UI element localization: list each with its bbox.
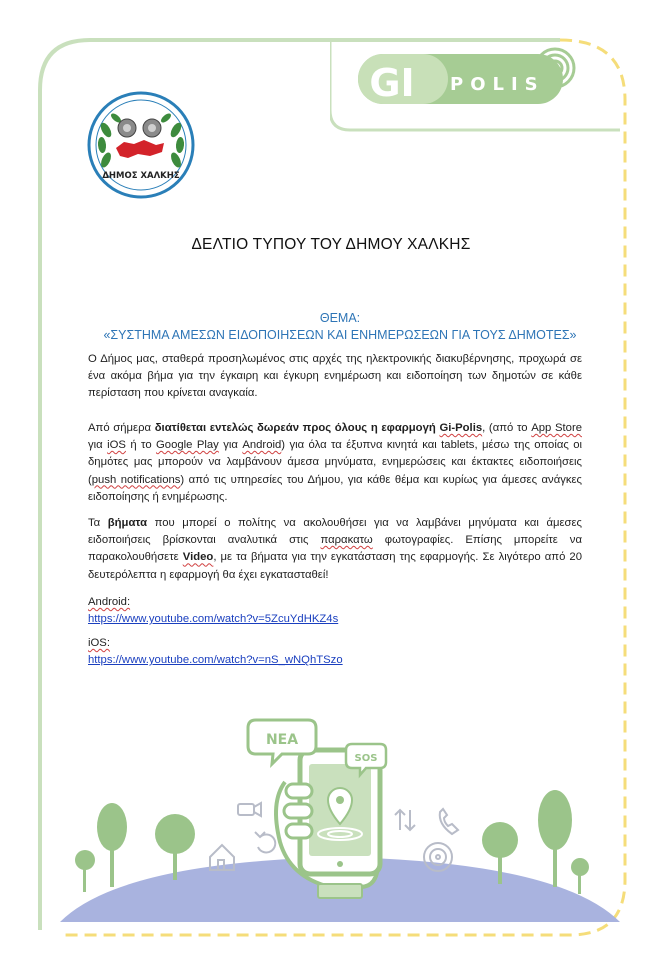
tree-icon xyxy=(482,790,589,894)
paragraph-intro: Ο Δήμος μας, σταθερά προσηλωμένος στις αρχές της ηλεκτρονικής διακυβέρνησης, προχωρά σε ένα ακόμα βήμα για την έγκαιρη και έγκυρη ενημέρωση και ειδοποίηση των δημοτών σε κάθε περίσταση που κρίνεται αναγκαία. xyxy=(88,353,582,400)
subject-block xyxy=(60,310,620,344)
subject-label: ΘΕΜΑ: xyxy=(319,311,361,325)
android-label: Android: xyxy=(88,596,131,608)
seal-text: ΔΗΜΟΣ ΧΑΛΚΗΣ xyxy=(102,171,180,181)
sos-bubble-text: SOS xyxy=(354,753,378,764)
refresh-icon xyxy=(255,832,275,852)
document-title: ΔΕΛΤΙΟ ΤΥΠΟΥ ΤΟΥ ΔΗΜΟΥ ΧΑΛΚΗΣ xyxy=(191,236,471,253)
phone-icon xyxy=(440,809,458,834)
svg-text:POLIS: POLIS xyxy=(450,74,545,95)
video-camera-icon xyxy=(238,803,261,816)
app-illustration xyxy=(60,712,620,922)
tree-icon xyxy=(75,803,195,892)
gi-polis-logo xyxy=(330,40,620,135)
paragraph-steps: Τα βήματα που μπορεί ο πολίτης να ακολουθήσει για να λαμβάνει μηνύματα και άμεσες ειδοποιήσεις βρίσκονται αναλυτικά στις παρακατω φωτογραφίες. Επίσης μπορείτε να παρακολουθήσετε Video, με τα βήματα για την εγκατάσταση της εφαρμογής. Σε λιγότερο από 20 δευτερόλεπτα η εφαρμογή θα έχει εγκατασταθεί! xyxy=(88,517,582,581)
link-block-android xyxy=(88,594,582,628)
ios-label: iOS: xyxy=(88,637,110,649)
subject-text: «ΣΥΣΤΗΜΑ ΑΜΕΣΩΝ ΕΙΔΟΠΟΙΗΣΕΩΝ ΚΑΙ ΕΝΗΜΕΡΩΣΕΩΝ ΓΙΑ ΤΟΥΣ ΔΗΜΟΤΕΣ» xyxy=(103,328,577,342)
paragraph-app: Από σήμερα διατίθεται εντελώς δωρεάν προς όλους η εφαρμογή Gi-Polis, (από το App Store για iOS ή το Google Play για Android) για όλα τα έξυπνα κινητά και tablets, μέσω της οποίας οι δημότες μας μπορούν να λαμβάνουν άμεσα μηνύματα, ενημερώσεις και έκτακτες ειδοποιήσεις (push notifications) από τις υπηρεσίες του Δήμου, για κάθε θέμα και κυρίως για άμεσες ανάγκες ειδοποίησης ή ενημέρωσης. xyxy=(88,422,583,503)
link-block-ios xyxy=(88,635,582,669)
android-video-link[interactable]: https://www.youtube.com/watch?v=5ZcuYdHKZ4s xyxy=(88,613,339,626)
dimos-chalkis-seal xyxy=(86,90,196,200)
svg-text:GI: GI xyxy=(369,61,415,105)
news-bubble-text: ΝΕΑ xyxy=(265,732,299,748)
ios-video-link[interactable]: https://www.youtube.com/watch?v=nS_wNQhTSzo xyxy=(88,654,343,667)
swap-arrows-icon xyxy=(395,810,415,830)
